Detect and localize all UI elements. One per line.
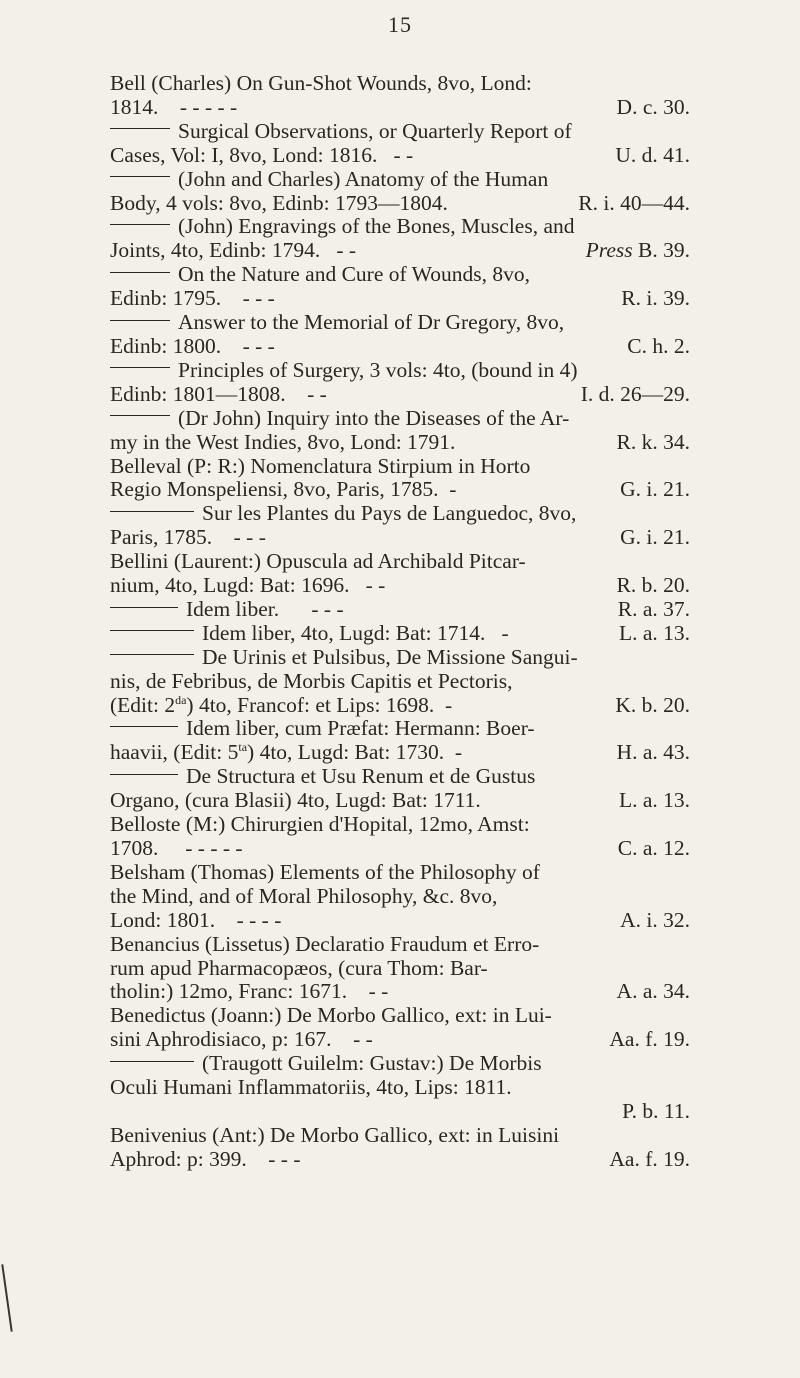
- catalogue-entry: [110, 1124, 690, 1172]
- catalogue-entry: [110, 502, 690, 550]
- shelf-mark: C. a. 12.: [617, 836, 690, 860]
- ditto-rule: [110, 128, 170, 129]
- edition-superscript: da: [175, 692, 187, 707]
- entry-line: rum apud Pharmacopæos, (cura Thom: Bar-: [110, 955, 488, 980]
- catalogue-entry: [110, 933, 690, 1005]
- catalogue-entry: [110, 765, 690, 813]
- entry-line: nis, de Febribus, de Morbis Capitis et Pectoris,: [110, 668, 513, 693]
- entry-line: Belleval (P: R:) Nomenclatura Stirpium in Horto: [110, 453, 531, 478]
- ditto-rule: [110, 774, 178, 775]
- entry-dashes: - -: [393, 142, 414, 167]
- shelf-mark: L. a. 13.: [618, 620, 690, 645]
- catalogue-entry: [110, 717, 690, 765]
- entry-line: Body, 4 vols: 8vo, Edinb: 1793—1804.: [110, 190, 448, 215]
- entry-line: Surgical Observations, or Quarterly Report of: [178, 118, 572, 143]
- entry-dashes: - - -: [242, 286, 275, 311]
- entry-line: nium, 4to, Lugd: Bat: 1696.: [110, 573, 350, 598]
- ditto-rule: [110, 654, 194, 655]
- entry-line: Idem liber.: [186, 596, 280, 621]
- catalogue-entries: [110, 72, 690, 1172]
- margin-pencil-mark: [1, 1264, 12, 1332]
- entry-line: 1708.: [110, 836, 159, 860]
- catalogue-entry: [110, 861, 690, 933]
- ditto-rule: [110, 511, 194, 512]
- catalogue-entry: [110, 550, 690, 598]
- entry-line: Joints, 4to, Edinb: 1794.: [110, 238, 321, 263]
- catalogue-entry: [110, 813, 690, 861]
- catalogue-entry: [110, 72, 690, 120]
- catalogue-entry: [110, 1004, 690, 1052]
- catalogue-entry: [110, 455, 690, 503]
- shelf-mark: P. b. 11.: [622, 1098, 690, 1123]
- entry-line: Cases, Vol: I, 8vo, Lond: 1816.: [110, 142, 378, 167]
- page-number: 15: [388, 12, 412, 37]
- entry-line: sini Aphrodisiaco, p: 167.: [110, 1027, 332, 1052]
- entry-dashes: - - - - -: [185, 836, 243, 860]
- entry-line: Lond: 1801.: [110, 907, 216, 932]
- entry-line: tholin:) 12mo, Franc: 1671.: [110, 979, 348, 1004]
- entry-line: Edinb: 1801—1808.: [110, 381, 286, 406]
- entry-dashes: - -: [307, 381, 327, 406]
- shelf-mark: H. a. 43.: [616, 740, 690, 765]
- shelf-mark: R. k. 34.: [616, 429, 690, 454]
- ditto-rule: [110, 224, 170, 225]
- shelf-mark: A. i. 32.: [620, 907, 690, 932]
- entry-line: Belsham (Thomas) Elements of the Philosophy of: [110, 859, 540, 884]
- ditto-rule: [110, 415, 170, 416]
- shelf-mark: U. d. 41.: [615, 142, 690, 167]
- entry-dashes: -: [454, 740, 463, 765]
- entry-line: Edinb: 1800.: [110, 333, 222, 358]
- entry-dashes: - -: [336, 238, 357, 263]
- entry-dashes: -: [449, 477, 457, 502]
- entry-line: Idem liber, cum Præfat: Hermann: Boer-: [186, 716, 535, 741]
- entry-line: Regio Monspeliensi, 8vo, Paris, 1785.: [110, 477, 439, 502]
- entry-line: Paris, 1785.: [110, 525, 213, 550]
- entry-dashes: - - - -: [236, 907, 282, 932]
- catalogue-entry: [110, 1052, 690, 1124]
- entry-line: Sur les Plantes du Pays de Languedoc, 8vo,: [202, 501, 577, 526]
- press-label: Press: [585, 238, 633, 263]
- catalogue-entry: [110, 168, 690, 216]
- shelf-mark: Aa. f. 19.: [609, 1146, 690, 1171]
- ditto-rule: [110, 630, 194, 631]
- entry-line: (Traugott Guilelm: Gustav:) De Morbis: [202, 1051, 542, 1076]
- edition-superscript: ta: [238, 740, 248, 755]
- entry-line: On the Nature and Cure of Wounds, 8vo,: [178, 262, 530, 287]
- catalogue-entry: [110, 407, 690, 455]
- catalogue-entry: [110, 622, 690, 646]
- entry-dashes: - - -: [233, 525, 266, 550]
- shelf-mark: R. i. 40—44.: [578, 190, 690, 215]
- entry-line: 1814.: [110, 94, 159, 119]
- entry-dashes: -: [444, 692, 453, 717]
- entry-line: my in the West Indies, 8vo, Lond: 1791.: [110, 429, 456, 454]
- catalogue-entry: [110, 263, 690, 311]
- entry-line: Principles of Surgery, 3 vols: 4to, (bound in 4): [178, 357, 578, 382]
- catalogue-entry: [110, 120, 690, 168]
- entry-line: (John and Charles) Anatomy of the Human: [178, 166, 549, 191]
- ditto-rule: [110, 1061, 194, 1062]
- shelf-mark: K. b. 20.: [615, 692, 690, 717]
- entry-dashes: - - -: [242, 333, 275, 358]
- shelf-mark: C. h. 2.: [627, 333, 690, 358]
- shelf-mark: Aa. f. 19.: [609, 1027, 690, 1052]
- entry-line: (Edit: $2^{da}$) 4to, Francof: et Lips: 1698.: [110, 692, 435, 717]
- shelf-mark: L. a. 13.: [618, 788, 690, 813]
- entry-line: Oculi Humani Inflammatoriis, 4to, Lips: 1811.: [110, 1075, 512, 1100]
- entry-dashes: - - -: [311, 596, 344, 621]
- catalogue-entry: [110, 598, 690, 622]
- shelf-mark: R. i. 39.: [621, 286, 690, 311]
- entry-dashes: - - - - -: [179, 94, 238, 119]
- shelf-mark: I. d. 26—29.: [580, 381, 690, 406]
- shelf-mark: G. i. 21.: [620, 525, 690, 550]
- entry-line: Benedictus (Joann:) De Morbo Gallico, ext: in Lui-: [110, 1003, 552, 1028]
- catalogue-entry: [110, 215, 690, 263]
- ditto-rule: [110, 726, 178, 727]
- shelf-mark: G. i. 21.: [620, 477, 690, 502]
- entry-line: Idem liber, 4to, Lugd: Bat: 1714.: [202, 620, 486, 645]
- ditto-rule: [110, 367, 170, 368]
- entry-dashes: -: [501, 620, 509, 645]
- entry-line: haavii, (Edit: $5^{ta}$) 4to, Lugd: Bat: 1730.: [110, 740, 445, 765]
- ditto-rule: [110, 272, 170, 273]
- entry-line: Answer to the Memorial of Dr Gregory, 8vo,: [178, 310, 565, 335]
- entry-line: Aphrod: p: 399.: [110, 1146, 247, 1171]
- entry-line: De Structura et Usu Renum et de Gustus: [186, 764, 536, 789]
- catalogue-entry: [110, 359, 690, 407]
- entry-line: Benancius (Lissetus) Declaratio Fraudum et Erro-: [110, 931, 540, 956]
- entry-line: Edinb: 1795.: [110, 286, 222, 311]
- entry-line: Belloste (M:) Chirurgien d'Hopital, 12mo, Amst:: [110, 812, 530, 837]
- entry-line: Bellini (Laurent:) Opuscula ad Archibald Pitcar-: [110, 549, 526, 574]
- entry-line: (Dr John) Inquiry into the Diseases of the Ar-: [178, 405, 570, 430]
- ditto-rule: [110, 176, 170, 177]
- shelf-mark: A. a. 34.: [616, 979, 690, 1004]
- shelf-mark: R. b. 20.: [616, 573, 690, 598]
- entry-line: Benivenius (Ant:) De Morbo Gallico, ext: in Luisini: [110, 1122, 560, 1147]
- entry-line: Organo, (cura Blasii) 4to, Lugd: Bat: 1711.: [110, 788, 481, 813]
- entry-line: De Urinis et Pulsibus, De Missione Sangui-: [202, 644, 578, 669]
- catalogue-entry: [110, 646, 690, 718]
- shelf-mark: B. 39.: [638, 238, 690, 263]
- entry-dashes: - - -: [268, 1146, 301, 1171]
- entry-line: Bell (Charles) On Gun-Shot Wounds, 8vo, Lond:: [110, 71, 532, 95]
- shelf-mark: D. c. 30.: [616, 94, 690, 119]
- catalogue-entry: [110, 311, 690, 359]
- ditto-rule: [110, 320, 170, 321]
- entry-line: (John) Engravings of the Bones, Muscles, and: [178, 214, 575, 239]
- ditto-rule: [110, 607, 178, 608]
- shelf-mark: R. a. 37.: [617, 596, 690, 621]
- entry-dashes: - -: [368, 979, 389, 1004]
- entry-dashes: - -: [353, 1027, 373, 1052]
- entry-line: the Mind, and of Moral Philosophy, &c. 8vo,: [110, 883, 498, 908]
- entry-dashes: - -: [365, 573, 386, 598]
